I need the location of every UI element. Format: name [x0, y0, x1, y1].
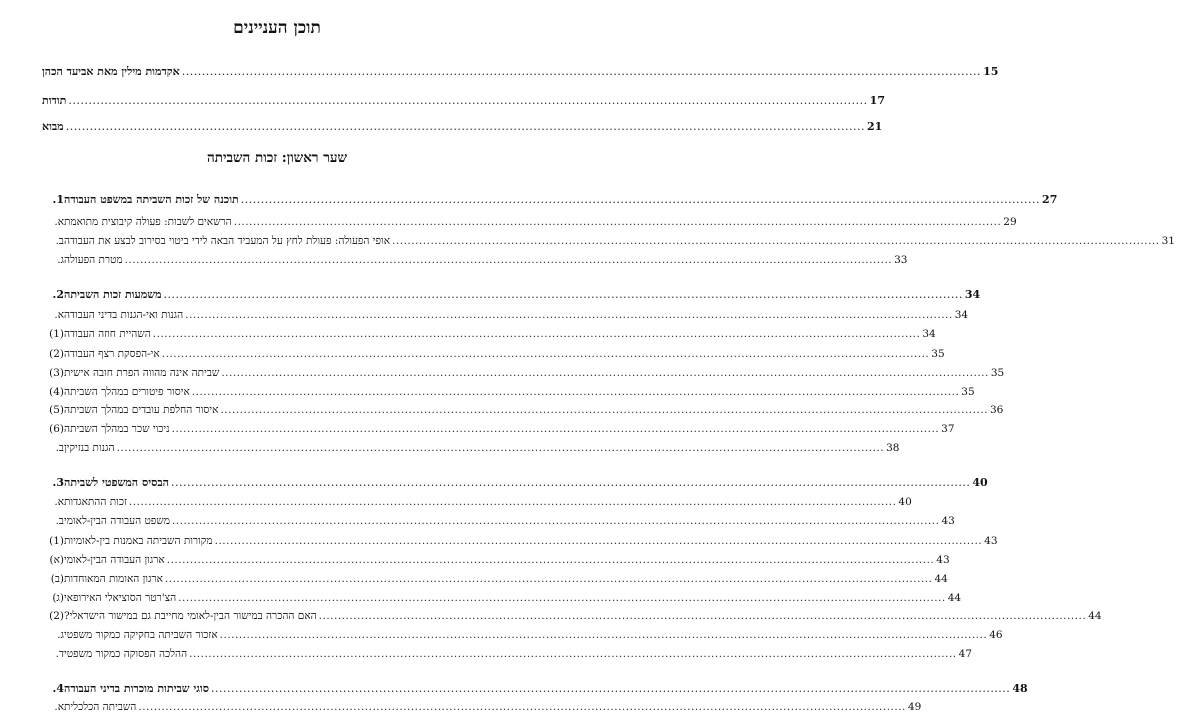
toc-entry-number: (4): [49, 386, 64, 398]
toc-leader-dots: ........................................................................................................................................................................................................: [240, 193, 1041, 206]
toc-entry[interactable]: [38, 590, 962, 606]
toc-entry-page-number: 34: [954, 309, 969, 321]
toc-entry[interactable]: [38, 533, 998, 549]
toc-entry-page-number: 37: [941, 423, 955, 435]
toc-entry-number: (5): [49, 404, 64, 416]
toc-entry[interactable]: [38, 402, 1004, 418]
toc-entry[interactable]: [38, 214, 1017, 230]
toc-entry[interactable]: [38, 119, 883, 135]
toc-entry-number: ג.: [57, 629, 64, 641]
toc-entry-page-number: 48: [1012, 682, 1028, 695]
toc-entry-number: (1): [49, 328, 64, 340]
toc-entry[interactable]: [38, 326, 936, 342]
toc-leader-dots: ........................................................................................................................................................................................................: [124, 254, 893, 266]
toc-entry-page-number: 49: [907, 701, 922, 713]
toc-entry-page-number: 44: [934, 573, 948, 585]
toc-entry-label: מקורות השביתה באמנות בין-לאומיות: [64, 535, 213, 547]
toc-entry-label: תודות: [42, 94, 67, 107]
toc-entry-page-number: 21: [867, 120, 883, 133]
toc-entry-label: הגנות בנזיקין: [64, 442, 115, 454]
toc-entry-label: מבוא: [42, 120, 64, 133]
toc-entry-number: ב.: [55, 442, 64, 454]
toc-leader-dots: ........................................................................................................................................................................................................: [189, 648, 957, 660]
toc-entry-label: הגנות ואי-הגנות בדיני העבודה: [64, 309, 184, 321]
toc-entry[interactable]: [38, 646, 973, 662]
toc-leader-dots: ........................................................................................................................................................................................................: [128, 496, 897, 508]
toc-leader-dots: ........................................................................................................................................................................................................: [68, 94, 868, 107]
toc-entry-number: (3): [49, 367, 64, 379]
toc-entry[interactable]: [38, 421, 955, 437]
toc-entry-page-number: 35: [961, 386, 975, 398]
toc-entry-label: משמעות זכות השביתה: [64, 288, 162, 301]
toc-entry[interactable]: [38, 287, 981, 303]
toc-leader-dots: ........................................................................................................................................................................................................: [220, 404, 988, 416]
toc-entry-number: (ב): [50, 573, 64, 585]
toc-entry-label: ההלכה הפסוקה כמקור משפטי: [64, 648, 188, 660]
toc-entry-page-number: 33: [894, 254, 908, 266]
toc-leader-dots: ........................................................................................................................................................................................................: [181, 65, 982, 78]
toc-entry-label: הרשאים לשבות: פעולה קיבוצית מתואמת: [64, 216, 232, 228]
toc-leader-dots: ........................................................................................................................................................................................................: [392, 235, 1160, 247]
toc-entry-label: אקדמות מילין מאת אביעד הכהן: [42, 65, 180, 78]
toc-entry[interactable]: [38, 440, 900, 456]
toc-entry-number: א.: [54, 701, 64, 713]
toc-entry-label: אזכור השביתה בחקיקה כמקור משפטי: [64, 629, 218, 641]
toc-entry-number: 2.: [52, 288, 64, 301]
toc-entry-page-number: 43: [984, 535, 998, 547]
toc-entry[interactable]: [38, 192, 1058, 208]
toc-entry-number: 4.: [52, 682, 64, 695]
toc-entry-label: ניכוי שכר במהלך השביתה: [64, 423, 170, 435]
toc-entry[interactable]: [38, 475, 988, 491]
toc-entry-number: 1.: [52, 193, 64, 206]
toc-entry-label: זכות ההתאגדות: [64, 496, 127, 508]
toc-leader-dots: ........................................................................................................................................................................................................: [219, 629, 988, 641]
toc-entry[interactable]: [38, 93, 885, 109]
toc-entry-page-number: 34: [922, 328, 936, 340]
toc-leader-dots: ........................................................................................................................................................................................................: [161, 348, 930, 360]
toc-entry[interactable]: [38, 608, 1102, 624]
toc-entry-page-number: 40: [898, 496, 912, 508]
toc-entry-label: השביתה הכלכלית: [64, 701, 137, 713]
toc-entry-number: ב.: [55, 235, 64, 247]
toc-entry-label: תוכנה של זכות השביתה במשפט העבודה: [64, 193, 239, 206]
toc-entry[interactable]: [38, 346, 945, 362]
toc-entry-page-number: 47: [958, 648, 973, 660]
toc-entry-page-number: 34: [964, 288, 981, 301]
toc-entry-number: ג.: [57, 254, 64, 266]
toc-entry-number: ב.: [55, 515, 64, 527]
toc-entry[interactable]: [38, 252, 908, 268]
toc-entry-number: 3.: [52, 476, 64, 489]
toc-entry-number: (2): [49, 610, 64, 622]
toc-entry-number: א.: [54, 216, 64, 228]
toc-entry-label: איסור פיטורים במהלך השביתה: [64, 386, 190, 398]
page-title: תוכן העניינים: [233, 18, 321, 38]
toc-entry[interactable]: [38, 513, 955, 529]
toc-entry[interactable]: [38, 365, 1005, 381]
toc-entry-page-number: 17: [869, 94, 885, 107]
toc-leader-dots: ........................................................................................................................................................................................................: [171, 515, 940, 527]
toc-entry-page-number: 43: [941, 515, 955, 527]
toc-entry-page-number: 35: [931, 348, 945, 360]
toc-leader-dots: ........................................................................................................................................................................................................: [233, 216, 1002, 228]
toc-entry-label: השהיית חוזה העבודה: [64, 328, 151, 340]
toc-entry-page-number: 36: [990, 404, 1004, 416]
toc-entry-page-number: 46: [989, 629, 1003, 641]
toc-entry[interactable]: [38, 699, 922, 715]
toc-leader-dots: ........................................................................................................................................................................................................: [138, 701, 906, 713]
toc-leader-dots: ........................................................................................................................................................................................................: [171, 476, 971, 489]
toc-entry-page-number: 31: [1161, 235, 1175, 247]
toc-entry-page-number: 44: [1088, 610, 1102, 622]
toc-entry-label: הבסיס המשפטי לשביתה: [64, 476, 169, 489]
toc-entry-number: (ג): [52, 592, 64, 604]
toc-entry-number: (6): [49, 423, 64, 435]
toc-leader-dots: ........................................................................................................................................................................................................: [210, 682, 1011, 695]
toc-entry[interactable]: [38, 571, 948, 587]
toc-leader-dots: ........................................................................................................................................................................................................: [65, 120, 866, 133]
toc-entry-page-number: 44: [947, 592, 962, 604]
toc-entry-label: ארגון האומות המאוחדות: [64, 573, 163, 585]
toc-leader-dots: ........................................................................................................................................................................................................: [163, 288, 963, 301]
toc-leader-dots: ........................................................................................................................................................................................................: [214, 535, 983, 547]
toc-entry[interactable]: [38, 552, 950, 568]
toc-leader-dots: ........................................................................................................................................................................................................: [178, 592, 946, 604]
toc-entry-number: (א): [49, 554, 64, 566]
toc-entry[interactable]: [38, 307, 969, 323]
toc-entry-number: ד.: [55, 648, 64, 660]
toc-entry[interactable]: [38, 681, 1028, 697]
toc-entry-page-number: 40: [972, 476, 988, 489]
toc-entry-page-number: 38: [886, 442, 900, 454]
toc-entry-number: (1): [49, 535, 64, 547]
toc-entry-page-number: 35: [990, 367, 1005, 379]
toc-entry-label: האם ההכרה במישור הבין-לאומי מחייבת גם במישור הישראלי?: [64, 610, 317, 622]
part-title: שער ראשון: זכות השביתה: [206, 150, 348, 166]
toc-entry-page-number: 15: [983, 65, 999, 78]
toc-leader-dots: ........................................................................................................................................................................................................: [221, 367, 989, 379]
toc-leader-dots: ........................................................................................................................................................................................................: [166, 554, 935, 566]
toc-leader-dots: ........................................................................................................................................................................................................: [164, 573, 933, 585]
toc-entry-label: מטרת הפעולה: [64, 254, 123, 266]
toc-entry-page-number: 29: [1003, 216, 1017, 228]
toc-entry[interactable]: [38, 494, 912, 510]
toc-entry-page-number: 43: [936, 554, 950, 566]
toc-entry-number: א.: [54, 496, 64, 508]
toc-leader-dots: ........................................................................................................................................................................................................: [171, 423, 940, 435]
toc-entry-label: הצ'רטר הסוציאלי האירופאי: [64, 592, 177, 604]
toc-entry-label: שביתה אינה מהווה הפרת חובה אישית: [64, 367, 220, 379]
toc-entry-number: (2): [49, 348, 64, 360]
toc-entry[interactable]: [38, 64, 999, 80]
toc-entry-label: סוגי שביתות מוכרות בדיני העבודה: [64, 682, 209, 695]
toc-entry-label: משפט העבודה הבין-לאומי: [64, 515, 170, 527]
toc-entry[interactable]: [38, 233, 1175, 249]
toc-entry-label: אופי הפעולה: פעולת לחץ על המעביד הבאה לידי ביטוי בסירוב לבצע את העבודה: [64, 235, 391, 247]
toc-leader-dots: ........................................................................................................................................................................................................: [185, 309, 953, 321]
toc-leader-dots: ........................................................................................................................................................................................................: [318, 610, 1087, 622]
toc-entry[interactable]: [38, 384, 975, 400]
toc-entry-number: א.: [54, 309, 64, 321]
toc-entry[interactable]: [38, 627, 1003, 643]
toc-entry-label: איסור החלפת עובדים במהלך השביתה: [64, 404, 219, 416]
toc-leader-dots: ........................................................................................................................................................................................................: [191, 386, 960, 398]
toc-leader-dots: ........................................................................................................................................................................................................: [152, 328, 921, 340]
toc-entry-label: ארגון העבודה הבין-לאומי: [64, 554, 165, 566]
toc-leader-dots: ........................................................................................................................................................................................................: [116, 442, 885, 454]
toc-entry-page-number: 27: [1042, 193, 1058, 206]
toc-entry-label: אי-הפסקת רצף העבודה: [64, 348, 160, 360]
